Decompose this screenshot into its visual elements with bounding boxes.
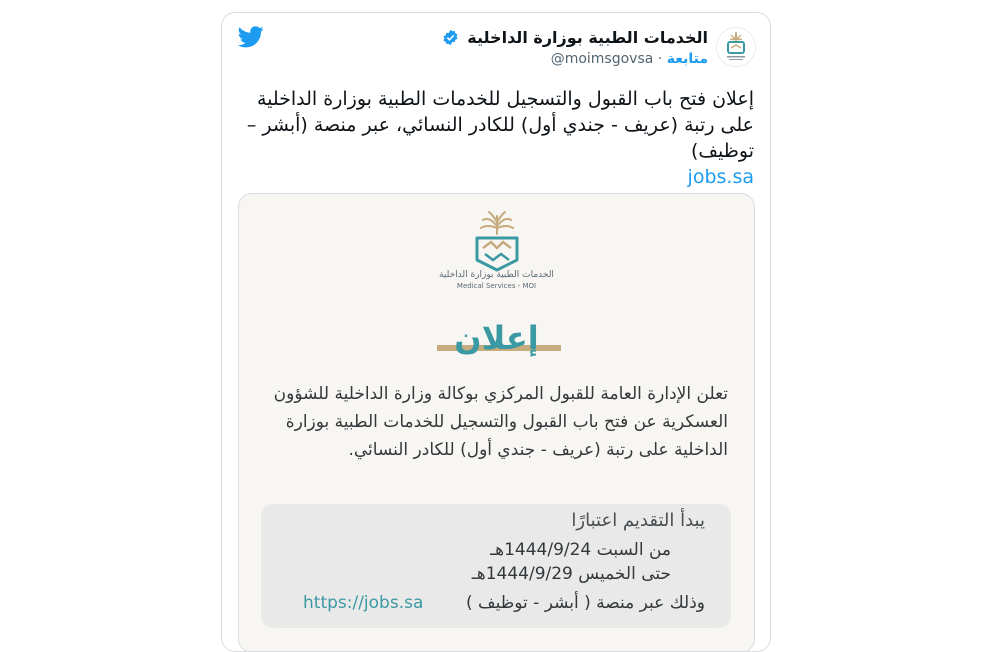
info-platform: وذلك عبر منصة ( أبشر - توظيف ) (465, 593, 705, 613)
logo-text-en: Medical Services - MOI (456, 282, 537, 290)
info-site: https://jobs.sa (303, 593, 424, 613)
name-block (442, 27, 708, 69)
display-name[interactable] (442, 27, 708, 49)
application-info-box (261, 504, 731, 628)
tweet-link[interactable]: jobs.sa (687, 166, 754, 188)
announcement-body: تعلن الإدارة العامة للقبول المركزي بوكالة وزارة الداخلية للشؤون العسكرية عن فتح باب القبول والتسجيل للخدمات الطبية بوزارة الداخلية على رتبة (عريف - جندي أول) للكادر النسائي. (273, 384, 728, 460)
tweet-text (234, 86, 754, 190)
announcement-title: إعلان (454, 319, 539, 357)
handle[interactable]: @moimsgovsa (550, 51, 654, 67)
verified-badge-icon (442, 29, 459, 46)
media-image[interactable] (238, 193, 755, 652)
handle-line (442, 49, 708, 69)
tweet-header (426, 27, 756, 75)
info-to-date: حتى الخميس 1444/9/29هـ (471, 564, 671, 584)
separator: · (657, 51, 663, 67)
info-from-date: من السبت 1444/9/24هـ (490, 540, 671, 560)
tweet-card[interactable] (221, 12, 771, 652)
tweet-body: إعلان فتح باب القبول والتسجيل للخدمات الطبية بوزارة الداخلية على رتبة (عريف - جندي أول) للكادر النسائي، عبر منصة (أبشر – توظيف) (246, 88, 754, 162)
twitter-bird-icon[interactable] (238, 26, 264, 48)
avatar[interactable] (716, 27, 756, 67)
info-heading: يبدأ التقديم اعتبارًا (571, 510, 705, 531)
logo-text-ar: الخدمات الطبية بوزارة الداخلية (439, 270, 554, 280)
display-name-text[interactable]: الخدمات الطبية بوزارة الداخلية (467, 28, 708, 47)
follow-button[interactable]: متابعة (666, 51, 708, 67)
ministry-logo-icon (717, 28, 755, 66)
